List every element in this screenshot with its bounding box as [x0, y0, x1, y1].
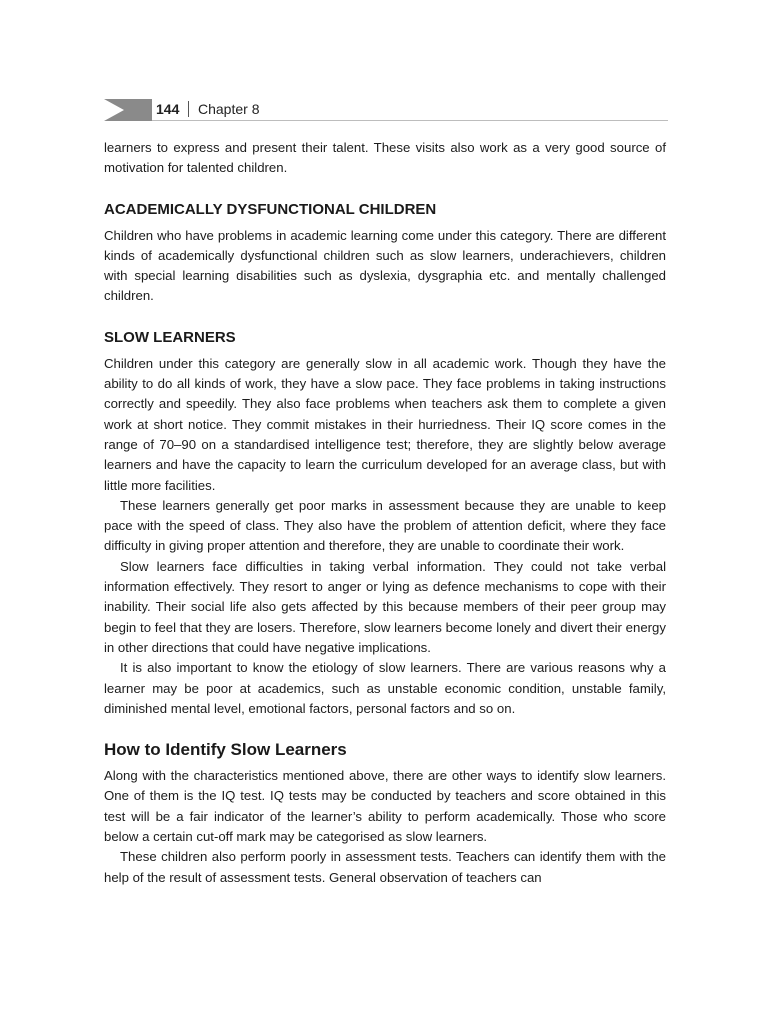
heading-slow-learners: SLOW LEARNERS — [104, 328, 236, 346]
heading-how-to-identify: How to Identify Slow Learners — [104, 740, 347, 760]
chapter-label: Chapter 8 — [198, 101, 260, 117]
paragraph-identify-2: These children also perform poorly in assessment tests. Teachers can identify them with the help of the result of assessment tests. General observation of teachers can — [104, 849, 666, 885]
paragraph-identify-1: Along with the characteristics mentioned above, there are other ways to identify slow learners. One of them is the IQ test. IQ tests may be conducted by teachers and score obtained in this test will be a fair indicator of the learner’s ability to perform academically. Those who score below a certain cut-off mark may be categorised as slow learners. — [104, 768, 666, 845]
running-header — [104, 99, 668, 121]
page-number: 144 — [156, 101, 180, 117]
header-separator — [188, 101, 189, 117]
page-body — [104, 138, 666, 888]
header-tab-shape — [104, 99, 152, 121]
paragraph-academic-intro: Children who have problems in academic learning come under this category. There are different kinds of academically dysfunctional children such as slow learners, underachievers, children with special learning disabilities such as dyslexia, dysgraphia etc. and mentally challenged children. — [104, 227, 666, 304]
paragraph-slow-learners-1: Children under this category are generally slow in all academic work. Though they have the ability to do all kinds of work, they have a slow pace. They face problems in taking instructions correctly and speedily. They also face problems when teachers ask them to complete a given work at short notice. They commit mistakes in their hurriedness. Their IQ score comes in the range of 70–90 on a standardised intelligence test; therefore, they are slightly below average learners and have the capacity to learn the curriculum developed for an average class, but with little more facilities. — [104, 355, 666, 493]
paragraph-slow-learners-2: These learners generally get poor marks in assessment because they are unable to keep pace with the speed of class. They also have the problem of attention deficit, where they face difficulty in giving proper attention and therefore, they are unable to coordinate their work. — [104, 497, 666, 554]
heading-academically-dysfunctional: ACADEMICALLY DYSFUNCTIONAL CHILDREN — [104, 200, 437, 218]
paragraph-slow-learners-3: Slow learners face difficulties in taking verbal information. They could not take verbal information effectively. They resort to anger or lying as defence mechanisms to cope with their inability. Their social life also gets affected by this because members of their peer group may begin to feel that they are losers. Therefore, slow learners become lonely and divert their energy in other directions that could have negative implications. — [104, 558, 666, 655]
header-rule — [152, 120, 668, 121]
paragraph-continued: learners to express and present their talent. These visits also work as a very good source of motivation for talented children. — [104, 140, 666, 176]
paragraph-slow-learners-4: It is also important to know the etiology of slow learners. There are various reasons why a learner may be poor at academics, such as unstable economic condition, unstable family, diminished mental level, emotional factors, personal factors and so on. — [104, 660, 666, 716]
